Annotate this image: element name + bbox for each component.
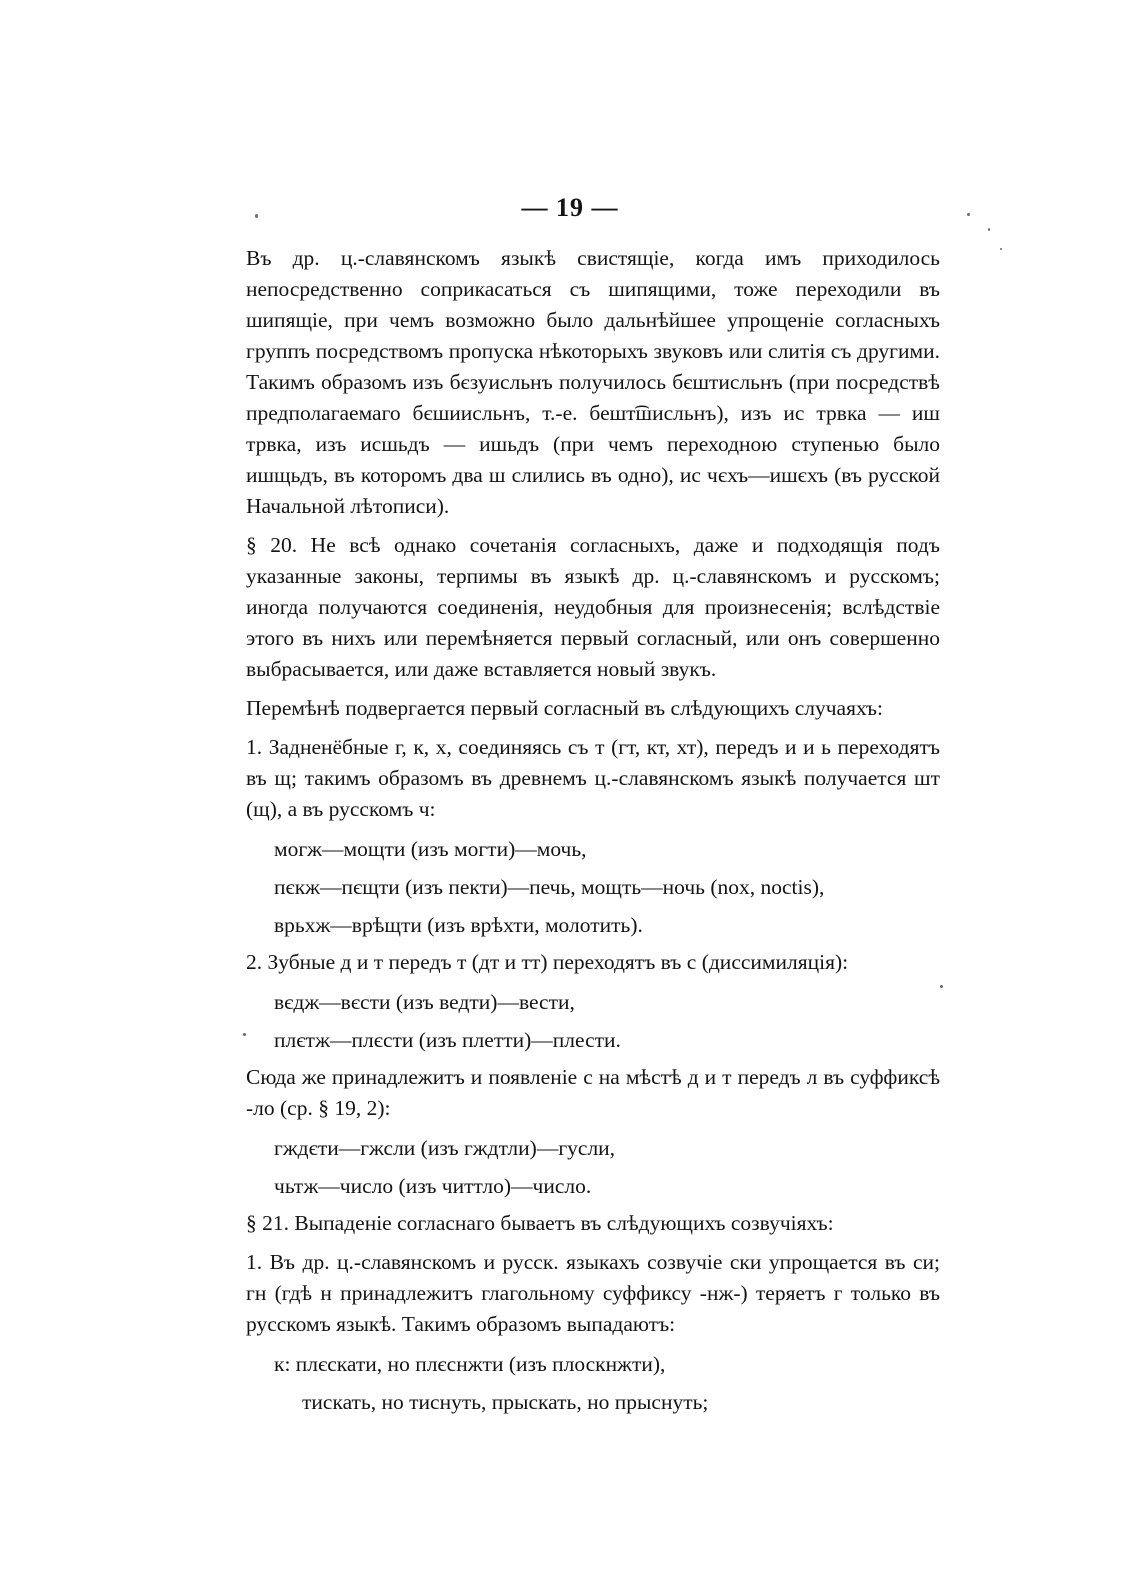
scan-speck [940,985,943,988]
paragraph-section-20: § 20. Не всѣ однако сочетанія согласныхъ, даже и подходящія подъ указанные законы, терпимы въ языкѣ др. ц.-славянскомъ и русскомъ; иногда получаются соединенія, неудобныя для произнесенія; вслѣдствіе этого въ нихъ или перемѣняется первый согласный, или онъ совершенно выбрасывается, или даже вставляется новый звукъ. [246,533,940,681]
paragraph-change-intro: Перемѣнѣ подвергается первый согласный въ слѣдующихъ случаяхъ: [246,696,883,720]
paragraph-section-21: § 21. Выпаденіе согласнаго бываетъ въ слѣдующихъ созвучіяхъ: [246,1211,834,1235]
paragraph-rule-1: 1. Задненёбные г, к, х, соединяясь съ т (гт, кт, хт), передъ и и ь переходятъ въ щ; такимъ образомъ въ древнемъ ц.-славянскомъ языкѣ получается шт (щ), а въ русскомъ ч: [246,735,940,821]
paragraph-sibilants: Въ др. ц.-славянскомъ языкѣ свистящіе, когда имъ приходилось непосредственно соприкасаться съ шипящими, тоже переходили въ шипящіе, при чемъ возможно было дальнѣйшее упрощеніе согласныхъ группъ посредствомъ пропуска нѣкоторыхъ звуковъ или слитія съ другими. Такимъ образомъ изъ бєзуисльнъ получилось бєштисльнъ (при посредствѣ предполагаемаго бєшиисльнъ, т.-е. бешт͡шисльнъ), изъ ис трвка — иш трвка, изъ исшьдъ — ишьдъ (при чемъ переходною ступенью было ишщьдъ, въ которомъ два ш слились въ одно), ис чєхъ—ишєхъ (въ русской Начальной лѣтописи). [246,246,940,518]
scan-speck [243,1033,246,1036]
example-line: к: плєскати, но плєснжти (изъ плоскнжти), [274,1352,666,1376]
paragraph-suffix-lo: Сюда же принадлежитъ и появленіе с на мѣстѣ д и т передъ л въ суффиксѣ -ло (ср. § 19, 2): [246,1065,940,1120]
scan-speck [967,213,970,216]
example-line: гждєти—гжсли (изъ гждтли)—гусли, [274,1136,616,1160]
paragraph-rule-21-1: 1. Въ др. ц.-славянскомъ и русск. языкахъ созвучіе ски упрощается въ си; гн (гдѣ н принадлежитъ глагольному суффиксу -нж-) теряетъ г только въ русскомъ языкѣ. Такимъ образомъ выпадаютъ: [246,1250,940,1336]
example-line: плєтж—плєсти (изъ плетти)—плести. [274,1028,621,1052]
page-body [246,243,940,1424]
scan-speck [255,214,258,218]
example-line: чьтж—число (изъ читтло)—число. [274,1174,592,1198]
example-line: могж—мощти (изъ могти)—мочь, [274,837,587,861]
scan-speck [1000,248,1002,250]
example-line: тискать, но тиснуть, прыскать, но прыснуть; [302,1390,709,1414]
scan-speck [988,228,990,231]
paragraph-rule-2: 2. Зубные д и т передъ т (дт и тт) переходятъ въ с (диссимиляція): [246,950,849,974]
example-line: вєдж—вєсти (изъ ведти)—вести, [274,990,575,1014]
example-line: врьхж—врѣщти (изъ врѣхти, молотить). [274,913,643,937]
example-line: пєкж—пєщти (изъ пекти)—печь, мощть—ночь (nox, noctis), [274,875,825,899]
page-number: — 19 — [521,193,619,222]
